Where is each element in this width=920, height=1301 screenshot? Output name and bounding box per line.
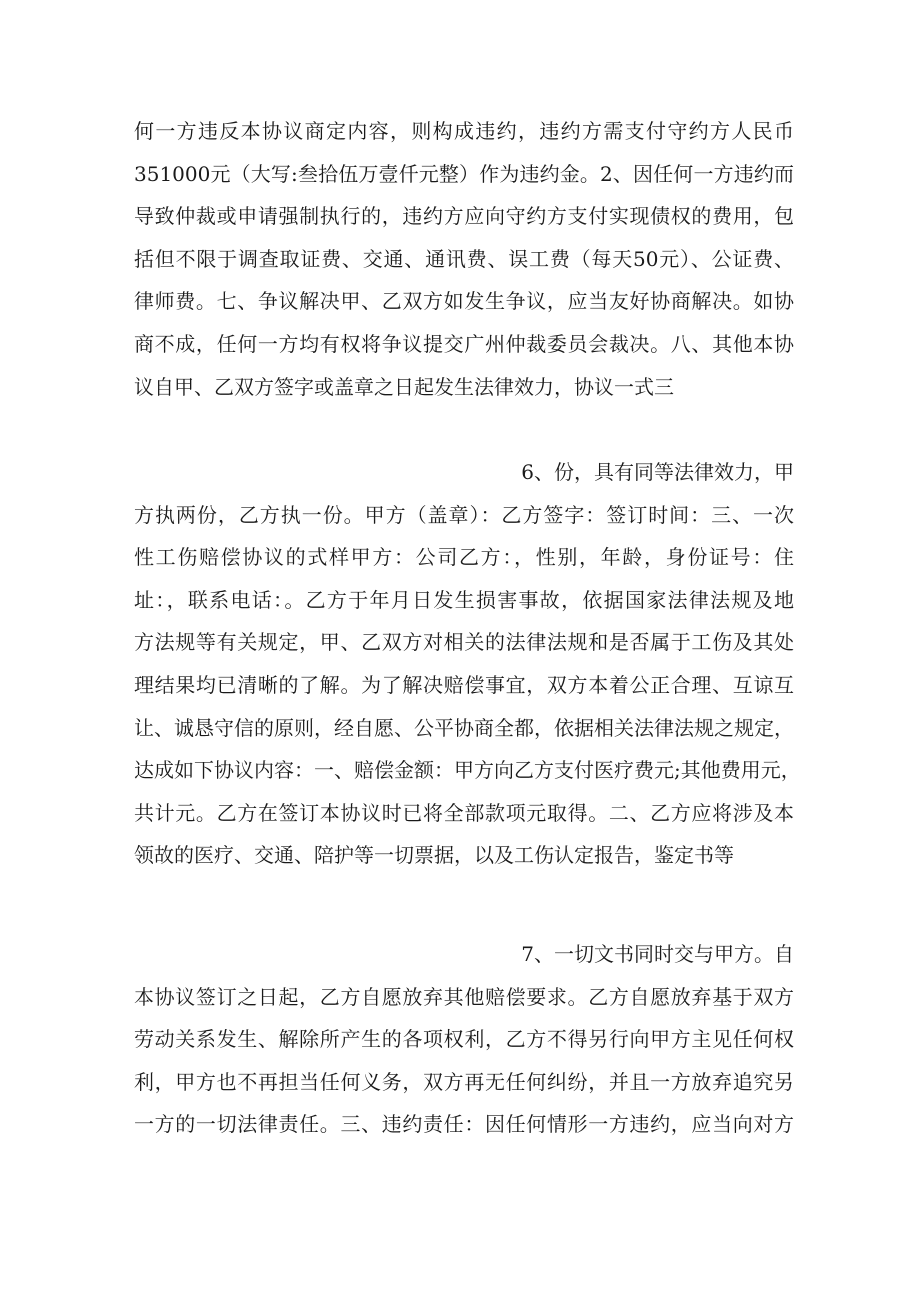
text-line: 商不成，任何一方均有权将争议提交广州仲裁委员会裁决。八、其他本协 xyxy=(134,331,794,356)
text-line: 何一方违反本协议商定内容，则构成违约，违约方需支付守约方人民币 xyxy=(134,119,794,143)
section-start-line: 7、一切文书同时交与甲方。自 xyxy=(521,942,794,966)
text-line: 利，甲方也不再担当任何义务，双方再无任何纠纷，并且一方放弃追究另 xyxy=(134,1069,794,1094)
text-line: 理结果均已清晰的了解。为了解决赔偿事宜，双方本着公正合理、互谅互 xyxy=(134,672,794,697)
text-line: 议自甲、乙双方签字或盖章之日起发生法律效力，协议一式三 xyxy=(134,374,674,399)
section-start-line: 6、份，具有同等法律效力，甲 xyxy=(521,460,794,484)
text-line: 本协议签订之日起，乙方自愿放弃其他赔偿要求。乙方自愿放弃基于双方 xyxy=(134,984,794,1009)
text-line: 共计元。乙方在签订本协议时已将全部款项元取得。二、乙方应将涉及本 xyxy=(134,800,794,825)
text-line: 劳动关系发生、解除所产生的各项权利，乙方不得另行向甲方主见任何权 xyxy=(134,1027,794,1052)
text-line: 导致仲裁或申请强制执行的，违约方应向守约方支付实现债权的费用，包 xyxy=(134,204,794,229)
paragraph-2 xyxy=(134,451,801,877)
paragraph-1 xyxy=(134,110,794,408)
text-line: 达成如下协议内容：一、赔偿金额：甲方向乙方支付医疗费元;其他费用元， xyxy=(134,758,801,783)
paragraph-3 xyxy=(134,933,794,1146)
text-line: 方法规等有关规定，甲、乙双方对相关的法律法规和是否属于工伤及其处 xyxy=(134,630,794,655)
text-line: 律师费。七、争议解决甲、乙双方如发生争议，应当友好协商解决。如协 xyxy=(134,289,794,314)
text-line: 方执两份，乙方执一份。甲方（盖章）：乙方签字：签订时间：三、一次 xyxy=(134,502,794,527)
text-line: 性工伤赔偿协议的式样甲方：公司乙方：，性别，年龄，身份证号：住 xyxy=(134,545,794,570)
text-line: 让、诚恳守信的原则，经自愿、公平协商全都，依据相关法律法规之规定， xyxy=(134,715,794,740)
text-line: 括但不限于调查取证费、交通、通讯费、误工费（每天50元）、公证费、 xyxy=(134,246,794,271)
text-line: 一方的一切法律责任。三、违约责任：因任何情形一方违约，应当向对方 xyxy=(134,1112,794,1137)
text-line: 351000元（大写:叁拾伍万壹仟元整）作为违约金。2、因任何一方违约而 xyxy=(134,161,794,186)
text-line: 领故的医疗、交通、陪护等一切票据，以及工伤认定报告，鉴定书等 xyxy=(134,843,734,868)
text-line: 址：，联系电话：。乙方于年月日发生损害事故，依据国家法律法规及地 xyxy=(134,587,794,612)
